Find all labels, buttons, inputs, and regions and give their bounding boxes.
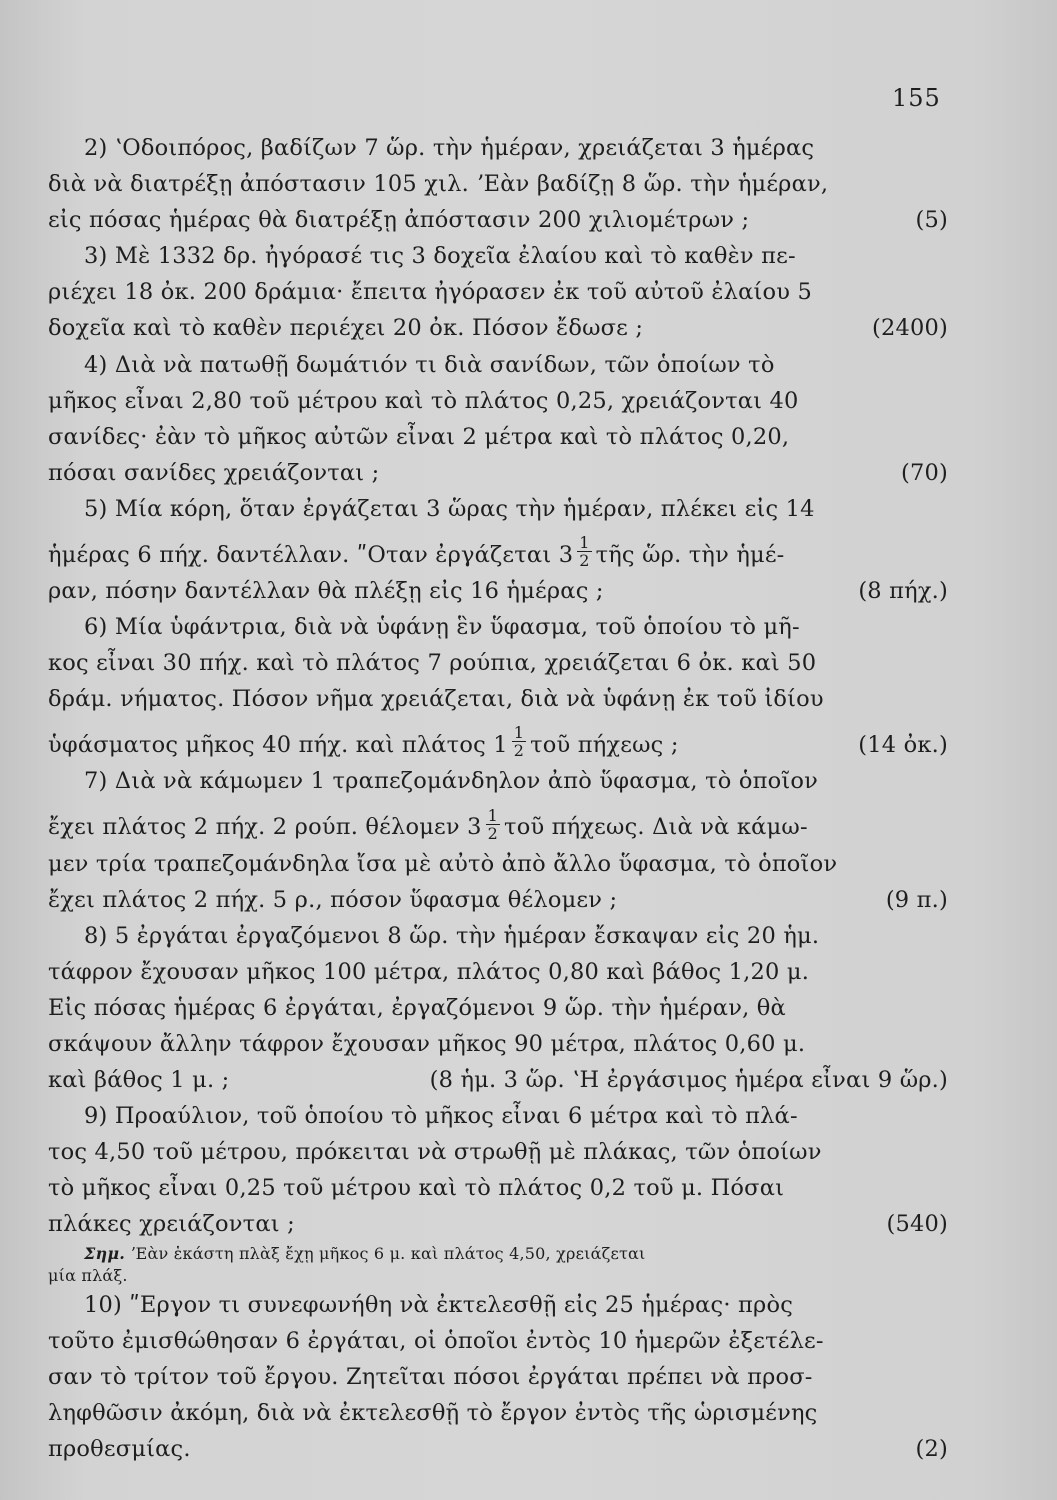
page-number: 155 — [892, 84, 941, 112]
problem-9-line-1 — [48, 1098, 948, 1134]
fraction-one-half — [486, 807, 500, 842]
text-span: 4) Διὰ νὰ πατωθῇ δωμάτιόν τι διὰ σανίδων, τῶν ὁποίων τὸ — [84, 351, 775, 378]
problem-7-line-4 — [48, 882, 948, 918]
problem-6-line-3 — [48, 681, 948, 717]
problem-4-line-4 — [48, 455, 948, 491]
text-span: κος εἶναι 30 πήχ. καὶ τὸ πλάτος 7 ρούπια, χρειάζεται 6 ὀκ. καὶ 50 — [48, 650, 817, 677]
problem-8-line-4 — [48, 1026, 948, 1062]
problem-list — [48, 130, 948, 1467]
text-span: 9) Προαύλιον, τοῦ ὁποίου τὸ μῆκος εἶναι 6 μέτρα καὶ τὸ πλά- — [84, 1103, 798, 1130]
text-span: 2 — [579, 551, 590, 571]
fraction-one-half — [577, 534, 591, 569]
text-span: εἰς πόσας ἡμέρας θὰ διατρέξῃ ἀπόστασιν 200 χιλιομέτρων ; — [48, 207, 750, 234]
text-span: ραν, πόσην δαντέλλαν θὰ πλέξῃ εἰς 16 ἡμέρας ; — [48, 578, 604, 605]
text-span: ριέχει 18 ὀκ. 200 δράμια· ἔπειτα ἠγόρασεν ἐκ τοῦ αὐτοῦ ἐλαίου 5 — [48, 279, 812, 306]
text-span: 1 — [579, 533, 590, 553]
text-span: τάφρον ἔχουσαν μῆκος 100 μέτρα, πλάτος 0,80 καὶ βάθος 1,20 μ. — [48, 958, 810, 985]
problem-9-line-3 — [48, 1170, 948, 1206]
problem-3-answer: (2400) — [871, 315, 948, 342]
text-span: πόσαι σανίδες χρειάζονται ; — [48, 459, 380, 486]
problem-9-answer: (540) — [886, 1211, 948, 1238]
problem-3-line-3 — [48, 310, 948, 346]
problem-5-line-1 — [48, 491, 948, 527]
problem-4-line-1 — [48, 347, 948, 383]
problem-10-line-3 — [48, 1359, 948, 1395]
problem-10-answer: (2) — [915, 1435, 948, 1462]
text-span: 10) ʺΕργον τι συνεφωνήθη νὰ ἐκτελεσθῇ εἰς 25 ἡμέρας· πρὸς — [84, 1291, 793, 1318]
problem-3-line-1 — [48, 238, 948, 274]
text-span: καὶ βάθος 1 μ. ; — [48, 1067, 230, 1094]
problem-3-line-2 — [48, 274, 948, 310]
fraction-one-half — [512, 724, 526, 759]
note-label: Σημ. — [84, 1243, 126, 1263]
text-span: 1 — [513, 723, 525, 743]
problem-8-line-3 — [48, 990, 948, 1026]
text-span: σαν τὸ τρίτον τοῦ ἔργου. Ζητεῖται πόσοι ἐργάται πρέπει νὰ προσ- — [48, 1363, 813, 1390]
text-span: πλάκες χρειάζονται ; — [48, 1211, 295, 1238]
text-span: δράμ. νήματος. Πόσον νῆμα χρειάζεται, διὰ νὰ ὑφάνῃ ἐκ τοῦ ἰδίου — [48, 686, 824, 713]
text-span: ληφθῶσιν ἀκόμη, διὰ νὰ ἐκτελεσθῇ τὸ ἔργον ἐντὸς τῆς ὡρισμένης — [48, 1399, 818, 1426]
problem-2-line-1 — [48, 130, 948, 166]
text-span: τῆς ὥρ. τὴν ἡμέ- — [595, 541, 785, 568]
text-span: μῆκος εἶναι 2,80 τοῦ μέτρου καὶ τὸ πλάτος 0,25, χρειάζονται 40 — [48, 387, 799, 414]
text-span: σανίδες· ἐὰν τὸ μῆκος αὐτῶν εἶναι 2 μέτρα καὶ τὸ πλάτος 0,20, — [48, 423, 790, 450]
problem-5-line-2 — [48, 527, 948, 573]
problem-10-line-5 — [48, 1431, 948, 1467]
text-span: δοχεῖα καὶ τὸ καθὲν περιέχει 20 ὀκ. Πόσον ἔδωσε ; — [48, 315, 644, 342]
text-span: 5) Μία κόρη, ὅταν ἐργάζεται 3 ὥρας τὴν ἡμέραν, πλέκει εἰς 14 — [84, 495, 815, 522]
problem-8-line-1 — [48, 918, 948, 954]
problem-7-line-2 — [48, 800, 948, 846]
problem-7-line-3 — [48, 846, 948, 882]
problem-5-answer: (8 πήχ.) — [858, 578, 948, 605]
problem-2-answer: (5) — [915, 207, 948, 234]
problem-4-line-3 — [48, 419, 948, 455]
problem-8-line-2 — [48, 954, 948, 990]
text-span: τος 4,50 τοῦ μέτρου, πρόκειται νὰ στρωθῇ μὲ πλάκας, τῶν ὁποίων — [48, 1139, 822, 1166]
problem-9-line-4 — [48, 1206, 948, 1242]
text-span: διὰ νὰ διατρέξῃ ἀπόστασιν 105 χιλ. ʼΕὰν βαδίζῃ 8 ὥρ. τὴν ἡμέραν, — [48, 171, 829, 198]
text-span: προθεσμίας. — [48, 1435, 191, 1462]
text-span: 7) Διὰ νὰ κάμωμεν 1 τραπεζομάνδηλον ἀπὸ ὕφασμα, τὸ ὁποῖον — [84, 768, 818, 795]
problem-7-answer: (9 π.) — [885, 886, 948, 913]
text-span: ἔχει πλάτος 2 πήχ. 5 ρ., πόσον ὕφασμα θέλομεν ; — [48, 886, 618, 913]
problem-8-answer: (8 ἡμ. 3 ὥρ. ʽΗ ἐργάσιμος ἡμέρα εἶναι 9 ὥρ.) — [429, 1067, 948, 1094]
text-span: ʼΕὰν ἑκάστη πλὰξ ἔχῃ μῆκος 6 μ. καὶ πλάτος 4,50, χρειάζεται — [130, 1243, 646, 1263]
problem-6-line-1 — [48, 609, 948, 645]
problem-2-line-3 — [48, 202, 948, 238]
problem-7-line-1 — [48, 763, 948, 799]
problem-6-line-2 — [48, 645, 948, 681]
text-span: τὸ μῆκος εἶναι 0,25 τοῦ μέτρου καὶ τὸ πλάτος 0,2 τοῦ μ. Πόσαι — [48, 1175, 785, 1202]
problem-5-line-3 — [48, 573, 948, 609]
problem-10-line-2 — [48, 1323, 948, 1359]
note-line-2 — [48, 1265, 948, 1287]
text-span: 6) Μία ὑφάντρια, διὰ νὰ ὑφάνῃ ἓν ὕφασμα, τοῦ ὁποίου τὸ μῆ- — [84, 614, 800, 641]
text-span: τοῦ πήχεως. Διὰ νὰ κάμω- — [504, 814, 808, 840]
text-span: 1 — [487, 805, 499, 825]
problem-10-line-4 — [48, 1395, 948, 1431]
text-span: 2 — [487, 823, 499, 843]
problem-6-line-4 — [48, 717, 948, 763]
note-line-1 — [48, 1243, 948, 1265]
text-span: μεν τρία τραπεζομάνδηλα ἴσα μὲ αὐτὸ ἀπὸ ἄλλο ὕφασμα, τὸ ὁποῖον — [48, 850, 838, 877]
text-span: σκάψουν ἄλλην τάφρον ἔχουσαν μῆκος 90 μέτρα, πλάτος 0,60 μ. — [48, 1030, 806, 1057]
problem-4-answer: (70) — [901, 459, 948, 486]
text-span: ἔχει πλάτος 2 πήχ. 2 ρούπ. θέλομεν 3 — [48, 814, 482, 840]
text-span: 8) 5 ἐργάται ἐργαζόμενοι 8 ὥρ. τὴν ἡμέραν ἔσκαψαν εἰς 20 ἡμ. — [84, 922, 820, 949]
text-span: 3) Μὲ 1332 δρ. ἠγόρασέ τις 3 δοχεῖα ἐλαίου καὶ τὸ καθὲν πε- — [84, 243, 796, 270]
problem-2-line-2 — [48, 166, 948, 202]
text-span: 2) ʽΟδοιπόρος, βαδίζων 7 ὥρ. τὴν ἡμέραν, χρειάζεται 3 ἡμέρας — [84, 135, 815, 161]
text-span: τοῦ πήχεως ; — [530, 731, 679, 758]
problem-8-line-5 — [48, 1062, 948, 1098]
problem-6-answer: (14 ὀκ.) — [858, 732, 948, 759]
text-span: μία πλάξ. — [48, 1265, 128, 1285]
problem-9-line-2 — [48, 1134, 948, 1170]
problem-10-line-1 — [48, 1287, 948, 1323]
text-span: 2 — [513, 741, 525, 761]
text-span: Εἰς πόσας ἡμέρας 6 ἐργάται, ἐργαζόμενοι 9 ὥρ. τὴν ἡμέραν, θὰ — [48, 994, 786, 1021]
text-span: τοῦτο ἐμισθώθησαν 6 ἐργάται, οἱ ὁποῖοι ἐντὸς 10 ἡμερῶν ἐξετέλε- — [48, 1327, 824, 1354]
text-span: ὑφάσματος μῆκος 40 πήχ. καὶ πλάτος 1 — [48, 731, 508, 758]
problem-4-line-2 — [48, 383, 948, 419]
text-span: ἡμέρας 6 πήχ. δαντέλλαν. ʺΟταν ἐργάζεται 3 — [48, 541, 574, 568]
